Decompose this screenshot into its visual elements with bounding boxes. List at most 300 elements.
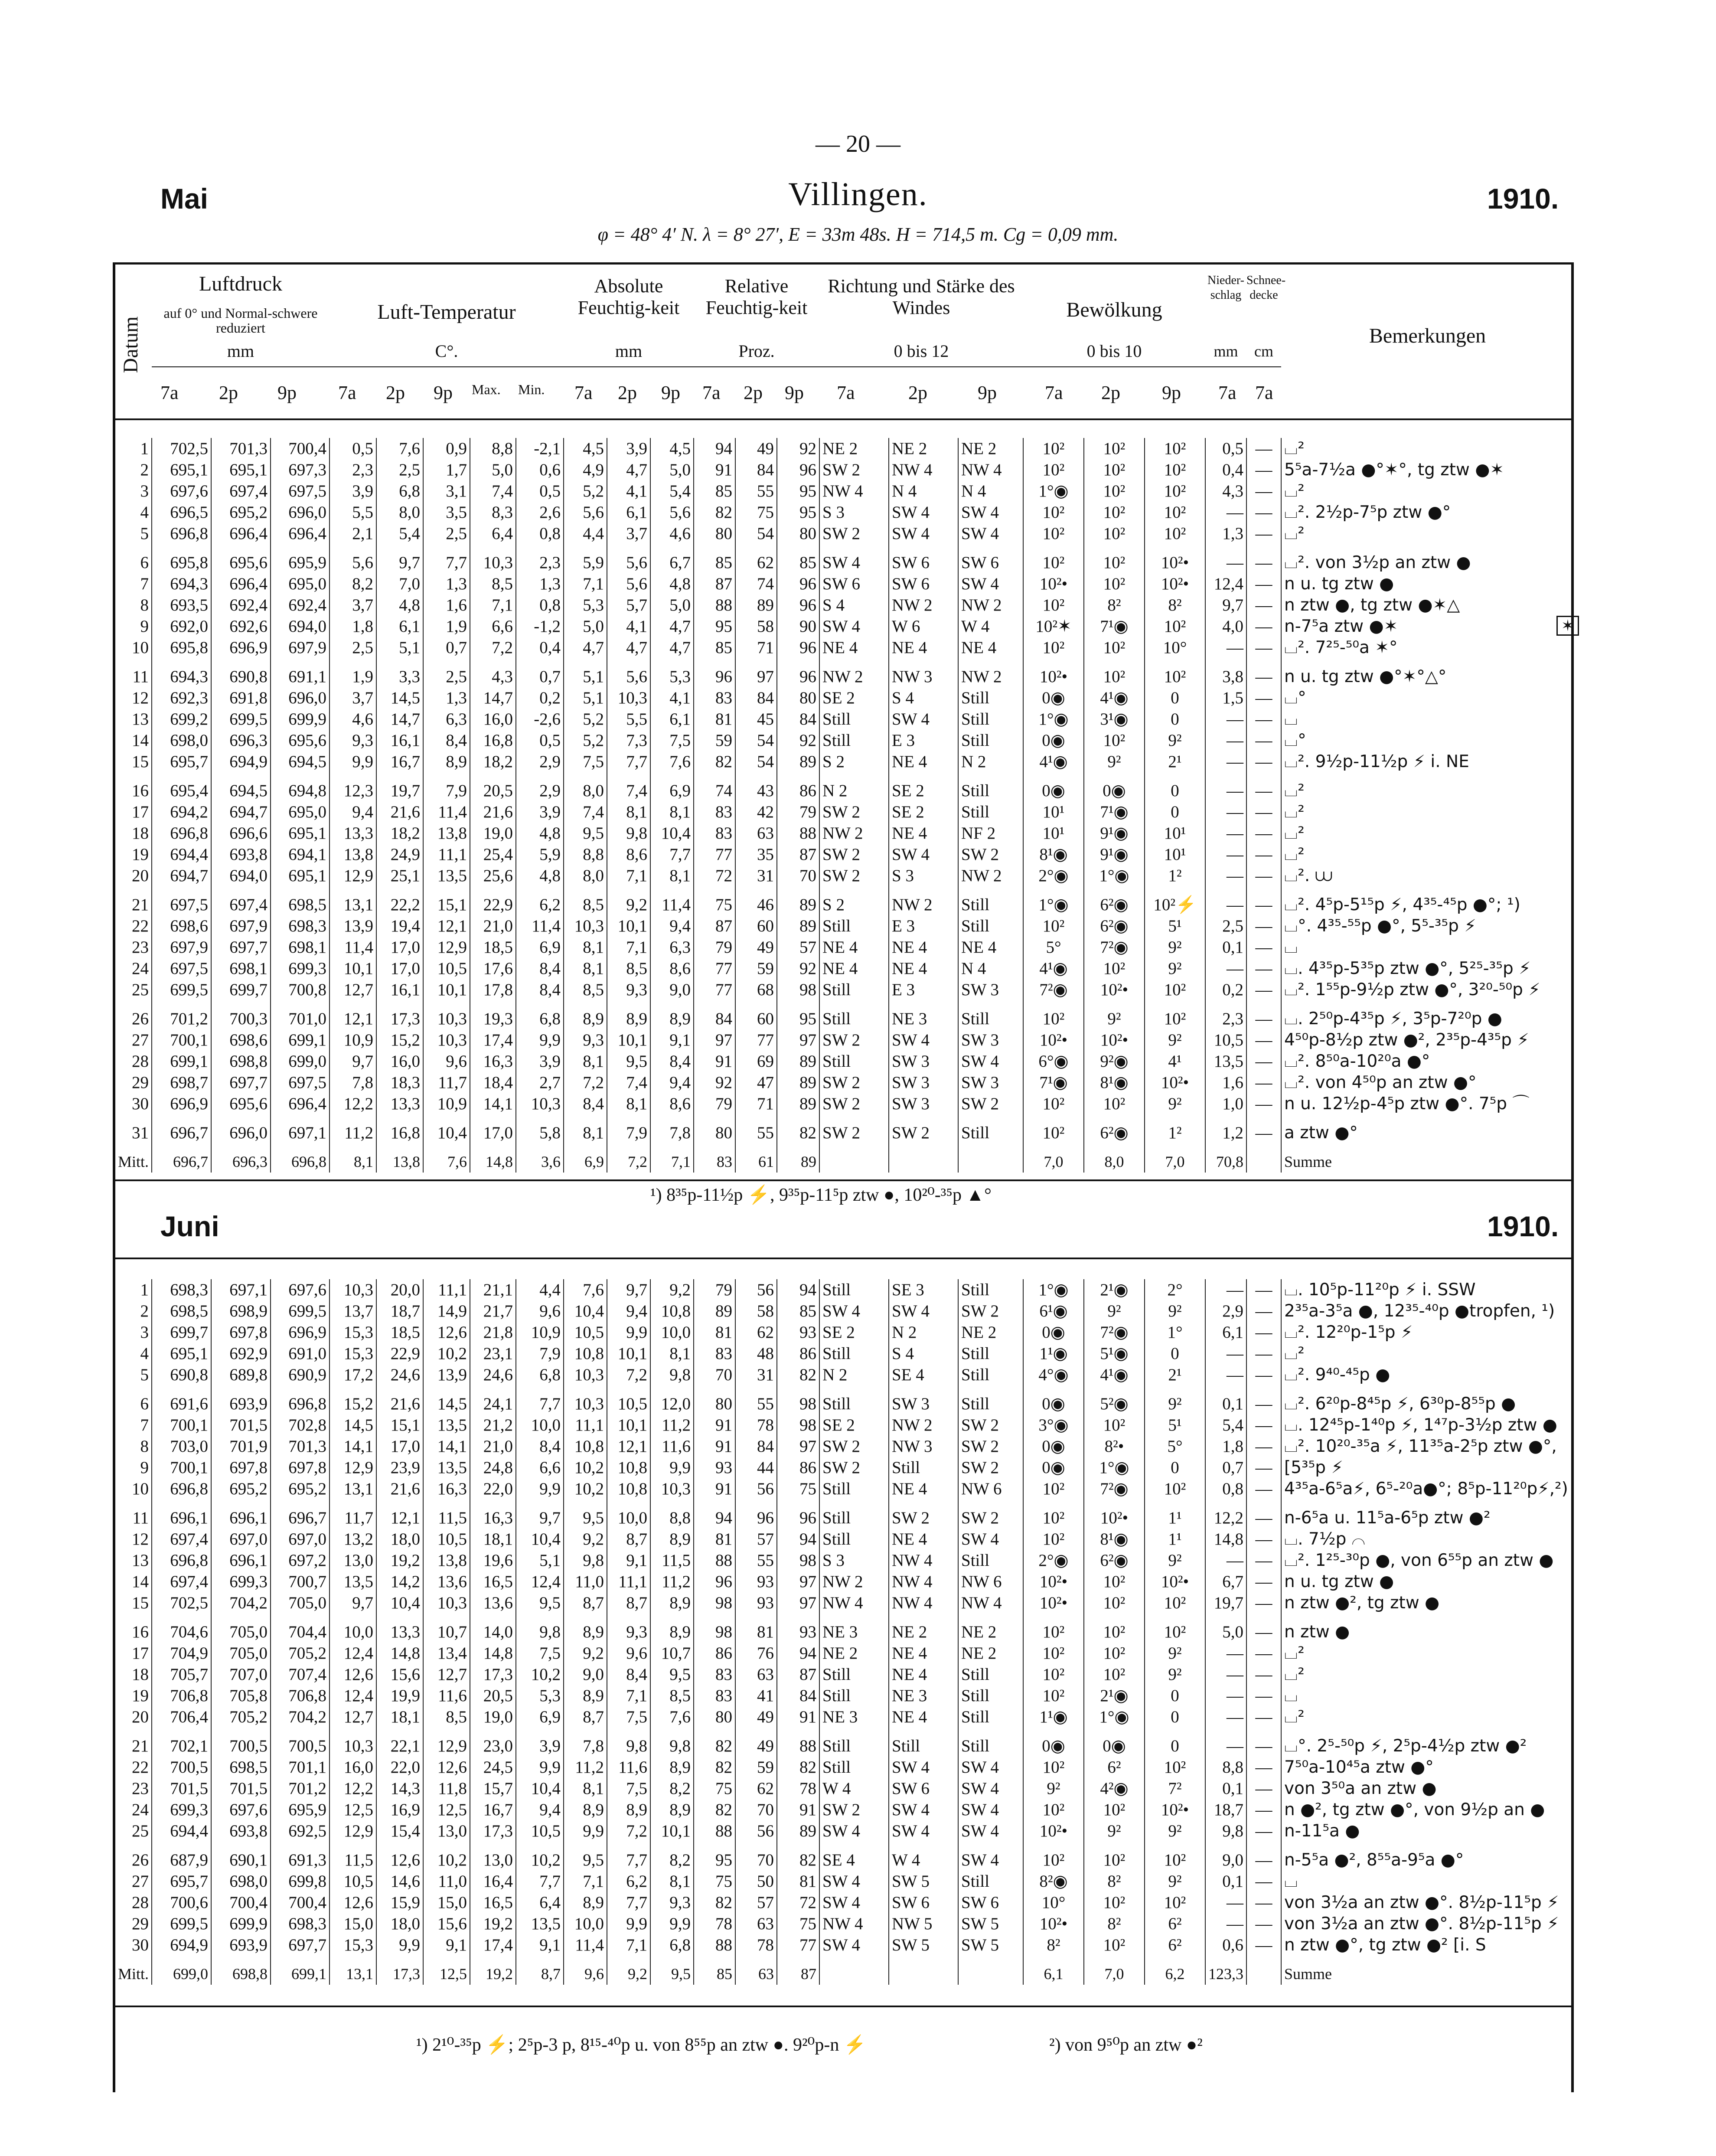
gap-cell: [113, 544, 152, 552]
gap-cell: [113, 1143, 152, 1151]
data-cell: 96: [777, 595, 819, 616]
data-cell: 10²•: [1023, 1820, 1084, 1842]
gap-cell: [1205, 886, 1246, 894]
data-cell: 11,4: [329, 937, 376, 958]
remark-cell: ⌴: [1281, 709, 1574, 730]
table-row: [113, 1051, 1574, 1072]
data-cell: 10,3: [470, 552, 516, 573]
data-cell: SW 2: [819, 801, 889, 823]
data-cell: Still: [819, 915, 889, 937]
month-label-juni: Juni: [160, 1210, 219, 1242]
data-cell: 95: [777, 1008, 819, 1029]
data-cell: 700,4: [271, 438, 329, 459]
gap-cell: [423, 1143, 470, 1151]
day-cell: 10: [132, 638, 149, 657]
gap-cell: [376, 658, 423, 666]
gap-cell: [735, 772, 777, 780]
data-cell: 41: [735, 1685, 777, 1706]
data-cell: 9,4: [516, 1799, 564, 1820]
data-cell: 694,4: [152, 844, 211, 865]
data-cell: 694,1: [271, 844, 329, 865]
gap-cell: [113, 886, 152, 894]
data-cell: 69: [735, 1051, 777, 1072]
gap-cell: [1246, 1114, 1281, 1122]
data-cell: 9,4: [607, 1300, 650, 1322]
data-cell: SW 4: [889, 502, 958, 523]
data-cell: 1,0: [1205, 1093, 1246, 1114]
data-cell: 9,1: [607, 1550, 650, 1571]
mean-cell: 19,2: [470, 1963, 516, 1985]
remark-cell: ⌴². 6²⁰p-8⁴⁵p ⚡, 6³⁰p-8⁵⁵p ●: [1281, 1393, 1574, 1414]
month-label-mai: Mai: [160, 183, 209, 215]
data-cell: 692,3: [152, 687, 211, 709]
data-cell: 4,4: [564, 523, 607, 544]
data-cell: —: [1246, 730, 1281, 751]
data-cell: 10,0: [650, 1322, 694, 1343]
mean-cell: 17,3: [376, 1963, 423, 1985]
data-cell: 16,7: [376, 751, 423, 772]
data-cell: W 4: [819, 1778, 889, 1799]
data-cell: 10,9: [516, 1322, 564, 1343]
gap-cell: [735, 1728, 777, 1735]
data-cell: 696,1: [211, 1507, 271, 1529]
data-cell: 12,7: [329, 979, 376, 1000]
gap-cell: [735, 1842, 777, 1849]
data-cell: 59: [694, 730, 735, 751]
data-cell: 695,8: [152, 637, 211, 658]
data-cell: NE 3: [889, 1685, 958, 1706]
time-9p-temp: 9p: [434, 382, 453, 403]
data-cell: 5²◉: [1084, 1393, 1145, 1414]
data-cell: —: [1246, 480, 1281, 502]
gap-cell: [1023, 1114, 1084, 1122]
data-cell: 0,4: [1205, 459, 1246, 480]
table-row: [113, 958, 1574, 979]
data-cell: S 2: [819, 751, 889, 772]
data-cell: 8,9: [650, 1529, 694, 1550]
data-cell: 22,0: [470, 1478, 516, 1499]
remark-cell: ⌴: [1281, 1685, 1574, 1706]
header-nieder: Nieder-schlag: [1207, 274, 1244, 302]
data-cell: Still: [819, 1343, 889, 1364]
data-cell: 9,9: [516, 1029, 564, 1051]
data-cell: —: [1246, 1643, 1281, 1664]
gap-cell: [564, 886, 607, 894]
data-cell: —: [1246, 1364, 1281, 1385]
data-cell: 8,9: [650, 1799, 694, 1820]
data-cell: 705,0: [211, 1621, 271, 1643]
data-cell: 694,2: [152, 801, 211, 823]
remark-cell: ⌴²: [1281, 438, 1574, 459]
gap-cell: [1145, 1614, 1205, 1621]
gap-cell: [516, 1143, 564, 1151]
time-7a-temp: 7a: [338, 382, 356, 403]
data-cell: 18,7: [376, 1300, 423, 1322]
data-cell: NW 4: [889, 1550, 958, 1571]
gap-cell: [271, 1728, 329, 1735]
gap-cell: [607, 1956, 650, 1963]
data-cell: 18,0: [376, 1913, 423, 1934]
data-cell: 97: [777, 1592, 819, 1614]
data-cell: 7,1: [564, 1871, 607, 1892]
gap-cell: [650, 886, 694, 894]
data-cell: 9,9: [650, 1913, 694, 1934]
data-cell: 9,9: [329, 751, 376, 772]
remark-cell: 2³⁵a-3⁵a ●, 12³⁵-⁴⁰p ●tropfen, ¹): [1281, 1300, 1574, 1322]
data-cell: 694,0: [211, 865, 271, 886]
time-9p-bew: 9p: [1162, 382, 1181, 403]
data-cell: SW 4: [889, 844, 958, 865]
data-cell: W 4: [889, 1849, 958, 1871]
data-cell: 1¹◉: [1023, 1706, 1084, 1728]
data-cell: 10²•: [1145, 552, 1205, 573]
data-cell: 82: [777, 1849, 819, 1871]
data-cell: 94: [777, 1643, 819, 1664]
data-cell: 697,4: [211, 894, 271, 915]
day-cell: 12: [132, 689, 149, 707]
data-cell: Still: [958, 1735, 1023, 1757]
data-cell: —: [1246, 1343, 1281, 1364]
row-gap: [113, 1956, 1574, 1963]
data-cell: S 4: [819, 595, 889, 616]
data-cell: 15,1: [376, 1414, 423, 1436]
table-row: [113, 552, 1574, 573]
gap-cell: [152, 1114, 211, 1122]
data-cell: 0,8: [516, 595, 564, 616]
remark-cell: n ztw ●°, tg ztw ●² [i. S: [1281, 1934, 1574, 1956]
gap-cell: [1246, 1956, 1281, 1963]
data-cell: NE 4: [889, 958, 958, 979]
gap-cell: [329, 1385, 376, 1393]
data-cell: 696,8: [152, 523, 211, 544]
data-cell: 697,8: [211, 1457, 271, 1478]
data-cell: —: [1246, 1300, 1281, 1322]
gap-cell: [470, 772, 516, 780]
table-row: [113, 823, 1574, 844]
data-cell: N 2: [889, 1322, 958, 1343]
data-cell: NE 4: [958, 637, 1023, 658]
data-cell: 7,4: [607, 1072, 650, 1093]
data-cell: 699,5: [152, 1913, 211, 1934]
gap-cell: [607, 1000, 650, 1008]
gap-cell: [1205, 1143, 1246, 1151]
data-cell: 695,6: [211, 552, 271, 573]
data-cell: 58: [735, 616, 777, 637]
data-cell: NW 3: [889, 1436, 958, 1457]
data-cell: 7,7: [607, 751, 650, 772]
data-cell: —: [1246, 1550, 1281, 1571]
data-cell: 8,2: [650, 1849, 694, 1871]
data-cell: SW 4: [889, 1820, 958, 1842]
data-cell: 700,1: [152, 1029, 211, 1051]
table-row: [113, 1778, 1574, 1799]
juni-footnote-1: ¹) 2¹⁰-³⁵p ⚡; 2⁵p-3 p, 8¹⁵-⁴⁰p u. von 8⁵⁵p an ztw ●. 9²⁰p-n ⚡: [416, 2035, 867, 2055]
data-cell: —: [1205, 780, 1246, 801]
data-cell: 9,2: [607, 894, 650, 915]
data-cell: 8,1: [650, 865, 694, 886]
gap-cell: [889, 886, 958, 894]
data-cell: 91: [694, 1051, 735, 1072]
data-cell: 14,2: [376, 1571, 423, 1592]
data-cell: SW 6: [958, 552, 1023, 573]
data-cell: 96: [694, 666, 735, 687]
time-9p-rel: 9p: [785, 382, 804, 403]
data-cell: 24,9: [376, 844, 423, 865]
row-gap: [113, 1614, 1574, 1621]
gap-cell: [607, 772, 650, 780]
data-cell: SW 3: [889, 1093, 958, 1114]
data-cell: 59: [735, 1757, 777, 1778]
day-cell: 9: [140, 1458, 149, 1477]
data-cell: 77: [777, 1934, 819, 1956]
data-cell: 8²: [1084, 1871, 1145, 1892]
data-cell: —: [1246, 1436, 1281, 1457]
data-cell: 14,1: [470, 1093, 516, 1114]
data-cell: 17,3: [470, 1664, 516, 1685]
data-cell: 89: [777, 1820, 819, 1842]
data-cell: —: [1246, 1735, 1281, 1757]
gap-cell: [113, 1499, 152, 1507]
day-cell: 20: [132, 1708, 149, 1726]
mean-cell: 7,0: [1084, 1963, 1145, 1985]
mean-cell: 83: [694, 1151, 735, 1173]
remark-cell: von 3½a an ztw ●°. 8½p-11⁵p ⚡: [1281, 1892, 1574, 1913]
gap-cell: [152, 1000, 211, 1008]
remark-cell: ⌴². 4⁵p-5¹⁵p ⚡, 4³⁵-⁴⁵p ●°; ¹): [1281, 894, 1574, 915]
data-cell: 96: [777, 1507, 819, 1529]
remark-cell: n u. tg ztw ●°✶°△°: [1281, 666, 1574, 687]
data-cell: 18,3: [376, 1072, 423, 1093]
data-cell: 13,0: [329, 1550, 376, 1571]
data-cell: 9,1: [423, 1934, 470, 1956]
data-cell: NE 4: [889, 637, 958, 658]
data-cell: 15,0: [423, 1892, 470, 1913]
mean-row: [113, 1151, 1574, 1173]
data-cell: 62: [735, 1778, 777, 1799]
data-cell: 8,8: [650, 1507, 694, 1529]
data-cell: 2,3: [1205, 1008, 1246, 1029]
data-cell: 84: [735, 1436, 777, 1457]
data-cell: 692,9: [211, 1343, 271, 1364]
data-cell: 5,4: [650, 480, 694, 502]
day-cell: 2: [140, 461, 149, 479]
gap-cell: [329, 1614, 376, 1621]
gap-cell: [376, 1385, 423, 1393]
data-cell: 5,0: [470, 459, 516, 480]
data-cell: 698,5: [271, 894, 329, 915]
data-cell: 3,7: [607, 523, 650, 544]
data-cell: —: [1246, 1849, 1281, 1871]
data-cell: 16,8: [376, 1122, 423, 1143]
data-cell: 10,4: [376, 1592, 423, 1614]
data-cell: SW 5: [889, 1871, 958, 1892]
data-cell: 696,4: [211, 573, 271, 595]
remark-cell: ⌴². 1⁵⁵p-9½p ztw ●°, 3²⁰-⁵⁰p ⚡: [1281, 979, 1574, 1000]
table-row: [113, 480, 1574, 502]
data-cell: —: [1205, 637, 1246, 658]
data-cell: Still: [819, 1507, 889, 1529]
data-cell: 5,3: [650, 666, 694, 687]
data-cell: 9,6: [516, 1300, 564, 1322]
data-cell: 696,7: [271, 1507, 329, 1529]
data-cell: 13,5: [1205, 1051, 1246, 1072]
data-cell: —: [1205, 552, 1246, 573]
data-cell: 9,7: [329, 1051, 376, 1072]
data-cell: 10,5: [564, 1322, 607, 1343]
gap-cell: [1281, 1842, 1574, 1849]
data-cell: 77: [694, 958, 735, 979]
remark-cell: ⌴²: [1281, 823, 1574, 844]
data-cell: 15,6: [376, 1664, 423, 1685]
data-cell: 8,5: [470, 573, 516, 595]
remark-cell: ⌴²: [1281, 523, 1574, 544]
data-cell: 10²: [1084, 502, 1145, 523]
day-cell: 21: [132, 895, 149, 914]
time-max: Max.: [472, 382, 501, 397]
gap-cell: [113, 1000, 152, 1008]
remark-cell: ⌴. 7½p ⌒: [1281, 1529, 1574, 1550]
data-cell: 17,3: [376, 1008, 423, 1029]
data-cell: 8²: [1084, 1913, 1145, 1934]
data-cell: 699,8: [271, 1871, 329, 1892]
data-cell: 1,8: [1205, 1436, 1246, 1457]
data-cell: —: [1246, 1571, 1281, 1592]
data-cell: 696,8: [271, 1393, 329, 1414]
data-cell: 4,7: [607, 637, 650, 658]
data-cell: 10²: [1145, 666, 1205, 687]
day-cell: 11: [132, 667, 149, 686]
data-cell: 84: [777, 1685, 819, 1706]
data-cell: Still: [819, 1478, 889, 1499]
data-cell: 699,9: [271, 709, 329, 730]
gap-cell: [423, 1000, 470, 1008]
remark-cell: ⌴°. 4³⁵-⁵⁵p ●°, 5⁵-³⁵p ⚡: [1281, 915, 1574, 937]
gap-cell: [376, 1614, 423, 1621]
remark-cell: ⌴²: [1281, 801, 1574, 823]
data-cell: 9,9: [607, 1913, 650, 1934]
header-wind-unit: 0 bis 12: [894, 341, 949, 361]
data-cell: 705,8: [211, 1685, 271, 1706]
data-cell: 95: [777, 502, 819, 523]
data-cell: SW 4: [819, 552, 889, 573]
table-row: [113, 573, 1574, 595]
data-cell: 10²: [1084, 1643, 1145, 1664]
data-cell: 9²: [1145, 1820, 1205, 1842]
gap-cell: [1084, 886, 1145, 894]
data-cell: 10²: [1084, 552, 1145, 573]
data-cell: 14,8: [1205, 1529, 1246, 1550]
data-cell: 9,5: [564, 1849, 607, 1871]
day-cell: 12: [132, 1530, 149, 1548]
gap-cell: [564, 544, 607, 552]
table-row: [113, 1706, 1574, 1728]
day-cell: 30: [132, 1094, 149, 1113]
gap-cell: [607, 1499, 650, 1507]
data-cell: NW 2: [819, 666, 889, 687]
data-cell: 24,5: [470, 1757, 516, 1778]
data-cell: 35: [735, 844, 777, 865]
data-cell: 7,1: [607, 937, 650, 958]
data-cell: 20,5: [470, 1685, 516, 1706]
data-cell: 8,9: [564, 1799, 607, 1820]
data-cell: 695,2: [211, 502, 271, 523]
data-cell: 19,9: [376, 1685, 423, 1706]
data-cell: 10²: [1145, 1757, 1205, 1778]
data-cell: 9,2: [564, 1643, 607, 1664]
data-cell: 98: [777, 979, 819, 1000]
data-cell: —: [1205, 1706, 1246, 1728]
data-cell: Still: [958, 730, 1023, 751]
gap-cell: [1145, 1143, 1205, 1151]
data-cell: 5,0: [564, 616, 607, 637]
data-cell: 700,4: [211, 1892, 271, 1913]
data-cell: SW 4: [889, 523, 958, 544]
gap-cell: [271, 1842, 329, 1849]
gap-cell: [735, 658, 777, 666]
data-cell: NW 2: [958, 595, 1023, 616]
data-cell: 4,4: [516, 1279, 564, 1300]
data-cell: 83: [694, 1685, 735, 1706]
data-cell: 696,7: [152, 1122, 211, 1143]
data-cell: 24,8: [470, 1457, 516, 1478]
data-cell: 56: [735, 1820, 777, 1842]
data-cell: SW 2: [819, 1072, 889, 1093]
data-cell: 1°◉: [1023, 480, 1084, 502]
gap-cell: [1084, 1614, 1145, 1621]
data-cell: 699,5: [211, 709, 271, 730]
data-cell: 0,9: [423, 438, 470, 459]
data-cell: 2,3: [329, 459, 376, 480]
data-cell: SW 2: [958, 844, 1023, 865]
data-cell: 16,0: [470, 709, 516, 730]
data-cell: 7,2: [564, 1072, 607, 1093]
gap-cell: [271, 1000, 329, 1008]
gap-cell: [211, 1728, 271, 1735]
remark-cell: ⌴². 9½p-11½p ⚡ i. NE: [1281, 751, 1574, 772]
table-row: [113, 1550, 1574, 1571]
data-cell: —: [1246, 1592, 1281, 1614]
data-cell: 695,0: [271, 801, 329, 823]
data-cell: 1,6: [423, 595, 470, 616]
data-cell: 695,8: [152, 552, 211, 573]
data-cell: 695,6: [271, 730, 329, 751]
data-cell: 694,7: [211, 801, 271, 823]
gap-cell: [1023, 658, 1084, 666]
remark-cell: n-5⁵a ●², 8⁵⁵a-9⁵a ●°: [1281, 1849, 1574, 1871]
data-cell: N 4: [958, 958, 1023, 979]
data-cell: 12,9: [423, 1735, 470, 1757]
data-cell: 80: [777, 523, 819, 544]
year-label-juni: 1910.: [1487, 1210, 1559, 1242]
gap-cell: [329, 1728, 376, 1735]
day-cell: 17: [132, 803, 149, 821]
table-row: [113, 1871, 1574, 1892]
data-cell: 6,8: [516, 1364, 564, 1385]
data-cell: —: [1205, 1643, 1246, 1664]
gap-cell: [1084, 1385, 1145, 1393]
data-cell: —: [1246, 459, 1281, 480]
day-cell: 1: [140, 439, 149, 458]
data-cell: —: [1205, 730, 1246, 751]
data-cell: 75: [694, 1871, 735, 1892]
data-cell: 691,6: [152, 1393, 211, 1414]
data-cell: 7,4: [470, 480, 516, 502]
data-cell: NW 4: [819, 1592, 889, 1614]
mai-bottom-rule: [113, 1179, 1574, 1181]
gap-cell: [650, 544, 694, 552]
day-cell: 21: [132, 1737, 149, 1755]
data-cell: 10¹: [1145, 844, 1205, 865]
